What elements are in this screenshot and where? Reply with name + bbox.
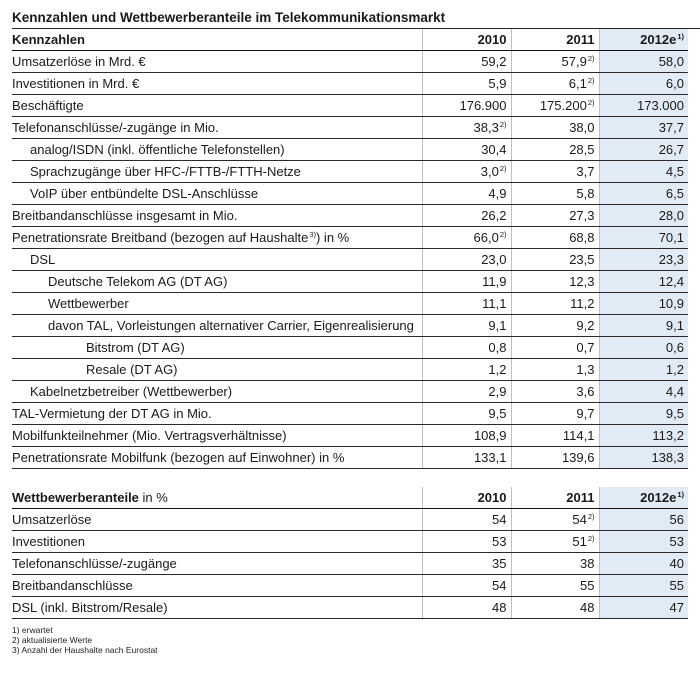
kennzahlen-body: [12, 51, 688, 469]
value-2012e: [599, 249, 688, 271]
value-2012e-value: 1,2: [665, 362, 684, 377]
value-2011: [511, 531, 599, 553]
row-label-text: Bitstrom (DT AG): [86, 340, 185, 355]
row-label-text: Wettbewerber: [48, 296, 129, 311]
value-2012e: [599, 597, 688, 619]
value-2010: [422, 183, 511, 205]
table-row: [12, 359, 688, 381]
value-2012e-value: 37,7: [658, 120, 684, 135]
value-2011-value: 57,9: [561, 54, 587, 69]
row-label-text: Kabelnetzbetreiber (Wettbewerber): [30, 384, 233, 399]
value-2012e-value: 173.000: [637, 98, 684, 113]
value-2012e-value: 6,5: [665, 186, 684, 201]
row-label: [12, 51, 422, 73]
value-2011-value: 54: [572, 512, 587, 527]
table-row: [12, 381, 688, 403]
value-2010-value: 48: [492, 600, 507, 615]
value-2012e: [599, 293, 688, 315]
value-2011-value: 5,8: [576, 186, 595, 201]
value-2011: [511, 73, 599, 95]
row-label-text: VoIP über entbündelte DSL-Anschlüsse: [30, 186, 259, 201]
footnote-marker: 2): [499, 163, 507, 173]
value-2010-value: 9,1: [488, 318, 507, 333]
value-2010-value: 0,8: [488, 340, 507, 355]
row-label: [12, 447, 422, 469]
year-2012e: 2012e: [640, 490, 677, 505]
wettbewerberanteile-table: [12, 487, 688, 619]
row-label-tail: ) in %: [315, 230, 350, 245]
value-2011-value: 38,0: [569, 120, 595, 135]
row-label-text: DSL (inkl. Bitstrom/Resale): [12, 600, 168, 615]
value-2010: [422, 293, 511, 315]
value-2012e-value: 47: [669, 600, 684, 615]
row-label-text: Beschäftigte: [12, 98, 84, 113]
row-label-text: Penetrationsrate Mobilfunk (bezogen auf Einwohner) in %: [12, 450, 345, 465]
wettbewerber-header-unit: in %: [138, 490, 168, 505]
value-2010: [422, 271, 511, 293]
value-2010-value: 30,4: [481, 142, 507, 157]
row-label: [12, 359, 422, 381]
estimate-note-marker: 1): [677, 31, 684, 41]
value-2010: [422, 139, 511, 161]
column-header-2012e: [599, 29, 688, 51]
value-2012e-value: 26,7: [658, 142, 684, 157]
value-2012e-value: 9,1: [665, 318, 684, 333]
footnote-marker: 2): [587, 75, 595, 85]
table-row: [12, 117, 688, 139]
table-row: [12, 315, 688, 337]
value-2011: [511, 425, 599, 447]
value-2012e: [599, 183, 688, 205]
table-row: [12, 553, 688, 575]
footnote-1: 1) erwartet: [12, 625, 53, 635]
value-2010-value: 66,0: [473, 230, 499, 245]
column-header-2010: 2010: [422, 487, 511, 509]
value-2010: [422, 553, 511, 575]
value-2011: [511, 403, 599, 425]
value-2011: [511, 315, 599, 337]
value-2012e-value: 9,5: [665, 406, 684, 421]
row-label-text: Sprachzugänge über HFC-/FTTB-/FTTH-Netze: [30, 164, 301, 179]
value-2012e-value: 58,0: [658, 54, 684, 69]
row-label: [12, 205, 422, 227]
value-2010: [422, 597, 511, 619]
value-2010: [422, 95, 511, 117]
value-2010: [422, 447, 511, 469]
value-2010: [422, 359, 511, 381]
row-label: [12, 315, 422, 337]
value-2010-value: 2,9: [488, 384, 507, 399]
footnote-marker: 2): [587, 533, 595, 543]
value-2010-value: 3,0: [480, 164, 499, 179]
value-2011: [511, 447, 599, 469]
value-2010: [422, 51, 511, 73]
row-label: [12, 139, 422, 161]
value-2010-value: 5,9: [488, 76, 507, 91]
value-2011: [511, 271, 599, 293]
value-2010-value: 133,1: [473, 450, 507, 465]
value-2011-value: 1,3: [576, 362, 595, 377]
value-2010-value: 23,0: [481, 252, 507, 267]
value-2011: [511, 139, 599, 161]
wettbewerber-header-row: [12, 487, 688, 509]
value-2011-value: 23,5: [569, 252, 595, 267]
value-2010: [422, 205, 511, 227]
footnote-3: 3) Anzahl der Haushalte nach Eurostat: [12, 645, 158, 655]
value-2010-value: 54: [492, 512, 507, 527]
value-2011-value: 38: [580, 556, 595, 571]
value-2010: [422, 117, 511, 139]
row-label: [12, 95, 422, 117]
value-2011-value: 3,6: [576, 384, 595, 399]
value-2012e: [599, 227, 688, 249]
table-row: [12, 249, 688, 271]
row-label: [12, 597, 422, 619]
table-row: [12, 205, 688, 227]
column-header-2010: 2010: [422, 29, 511, 51]
row-label-text: analog/ISDN (inkl. öffentliche Telefonstellen): [30, 142, 285, 157]
value-2010: [422, 161, 511, 183]
table-row: [12, 403, 688, 425]
value-2010: [422, 337, 511, 359]
value-2010: [422, 73, 511, 95]
value-2011-value: 51: [572, 534, 587, 549]
row-label-text: Telefonanschlüsse/-zugänge in Mio.: [12, 120, 219, 135]
value-2011: [511, 227, 599, 249]
value-2012e-value: 12,4: [658, 274, 684, 289]
value-2012e: [599, 337, 688, 359]
row-label: [12, 509, 422, 531]
row-label: [12, 403, 422, 425]
value-2010: [422, 249, 511, 271]
value-2011: [511, 509, 599, 531]
value-2012e-value: 28,0: [658, 208, 684, 223]
value-2011: [511, 183, 599, 205]
value-2010-value: 59,2: [481, 54, 507, 69]
row-label-text: Investitionen in Mrd. €: [12, 76, 140, 91]
value-2011: [511, 205, 599, 227]
value-2010: [422, 575, 511, 597]
row-label-text: Breitbandanschlüsse: [12, 578, 133, 593]
footnote-marker: 2): [587, 511, 595, 521]
value-2012e-value: 40: [669, 556, 684, 571]
row-label-text: Deutsche Telekom AG (DT AG): [48, 274, 228, 289]
table-row: [12, 183, 688, 205]
value-2012e: [599, 575, 688, 597]
kennzahlen-table: [12, 29, 688, 469]
value-2011-value: 68,8: [569, 230, 595, 245]
value-2012e-value: 56: [669, 512, 684, 527]
footnote-marker: 2): [587, 53, 595, 63]
table-row: [12, 509, 688, 531]
value-2010-value: 176.900: [459, 98, 507, 113]
column-header-2011: 2011: [511, 487, 599, 509]
value-2012e: [599, 73, 688, 95]
value-2010-value: 9,5: [488, 406, 507, 421]
value-2012e: [599, 447, 688, 469]
row-label: [12, 117, 422, 139]
row-label-text: Umsatzerlöse: [12, 512, 92, 527]
value-2012e-value: 10,9: [658, 296, 684, 311]
value-2011: [511, 249, 599, 271]
value-2012e-value: 53: [669, 534, 684, 549]
value-2012e: [599, 553, 688, 575]
value-2011-value: 11,2: [570, 296, 595, 311]
value-2012e: [599, 403, 688, 425]
value-2010-value: 11,1: [482, 296, 507, 311]
value-2011-value: 55: [580, 578, 595, 593]
value-2010: [422, 227, 511, 249]
value-2012e-value: 138,3: [651, 450, 684, 465]
row-label: [12, 531, 422, 553]
wettbewerber-body: [12, 509, 688, 619]
value-2011-value: 28,5: [569, 142, 595, 157]
row-label-text: Penetrationsrate Breitband (bezogen auf Haushalte: [12, 230, 309, 245]
value-2011: [511, 359, 599, 381]
value-2011-value: 48: [580, 600, 595, 615]
kennzahlen-document: [12, 0, 700, 655]
value-2010-value: 108,9: [473, 428, 507, 443]
table-row: [12, 447, 688, 469]
value-2012e-value: 113,2: [652, 428, 684, 443]
value-2012e: [599, 425, 688, 447]
value-2012e: [599, 161, 688, 183]
column-header-2011: 2011: [511, 29, 599, 51]
row-label: [12, 293, 422, 315]
value-2011-value: 27,3: [569, 208, 595, 223]
footnote-2: 2) aktualisierte Werte: [12, 635, 93, 645]
row-label: [12, 381, 422, 403]
value-2012e: [599, 205, 688, 227]
row-label: [12, 553, 422, 575]
value-2011-value: 6,1: [568, 76, 587, 91]
value-2012e: [599, 531, 688, 553]
table-row: [12, 73, 688, 95]
value-2012e: [599, 139, 688, 161]
value-2011: [511, 381, 599, 403]
value-2012e: [599, 381, 688, 403]
row-label-text: Umsatzerlöse in Mrd. €: [12, 54, 146, 69]
table-row: [12, 271, 688, 293]
value-2011: [511, 597, 599, 619]
value-2010-value: 38,3: [473, 120, 499, 135]
value-2012e-value: 0,6: [665, 340, 684, 355]
value-2010: [422, 425, 511, 447]
value-2010: [422, 509, 511, 531]
value-2011: [511, 161, 599, 183]
value-2010: [422, 381, 511, 403]
value-2012e: [599, 51, 688, 73]
value-2010-value: 53: [492, 534, 507, 549]
value-2012e-value: 4,4: [665, 384, 684, 399]
row-label-text: Mobilfunkteilnehmer (Mio. Vertragsverhältnisse): [12, 428, 287, 443]
row-label-text: Telefonanschlüsse/-zugänge: [12, 556, 177, 571]
value-2011: [511, 337, 599, 359]
row-label-text: Breitbandanschlüsse insgesamt in Mio.: [12, 208, 238, 223]
value-2010-value: 54: [492, 578, 507, 593]
value-2011: [511, 117, 599, 139]
value-2011-value: 175.200: [539, 98, 587, 113]
value-2012e: [599, 117, 688, 139]
row-label: [12, 227, 422, 249]
kennzahlen-header: Kennzahlen: [12, 29, 422, 51]
row-label: [12, 337, 422, 359]
value-2012e: [599, 359, 688, 381]
value-2011: [511, 575, 599, 597]
estimate-note-marker: 1): [677, 489, 684, 499]
value-2011: [511, 293, 599, 315]
row-label: [12, 249, 422, 271]
row-label-text: Investitionen: [12, 534, 85, 549]
table-row: [12, 161, 688, 183]
row-label: [12, 425, 422, 447]
value-2010-value: 11,9: [482, 274, 507, 289]
value-2012e: [599, 315, 688, 337]
table-row: [12, 337, 688, 359]
row-label: [12, 183, 422, 205]
table-row: [12, 227, 688, 249]
table-row: [12, 575, 688, 597]
value-2012e-value: 23,3: [658, 252, 684, 267]
row-label: [12, 73, 422, 95]
row-label: [12, 161, 422, 183]
row-label-text: Resale (DT AG): [86, 362, 178, 377]
value-2010-value: 4,9: [488, 186, 507, 201]
value-2011-value: 0,7: [576, 340, 595, 355]
value-2011: [511, 95, 599, 117]
value-2012e: [599, 95, 688, 117]
row-label: [12, 575, 422, 597]
table-row: [12, 51, 688, 73]
footnote-marker: 2): [587, 97, 595, 107]
value-2010-value: 1,2: [488, 362, 507, 377]
value-2012e-value: 4,5: [665, 164, 684, 179]
footnotes: [12, 625, 700, 655]
value-2011-value: 9,2: [576, 318, 595, 333]
value-2011-value: 9,7: [576, 406, 595, 421]
value-2010-value: 26,2: [481, 208, 507, 223]
value-2012e-value: 55: [669, 578, 684, 593]
value-2011-value: 12,3: [569, 274, 595, 289]
kennzahlen-header-row: [12, 29, 688, 51]
value-2011: [511, 553, 599, 575]
row-label-text: davon TAL, Vorleistungen alternativer Carrier, Eigenrealisierung: [48, 318, 414, 333]
table-row: [12, 531, 688, 553]
footnote-marker: 3): [309, 229, 316, 239]
value-2011-value: 3,7: [576, 164, 595, 179]
wettbewerber-header: [12, 487, 422, 509]
value-2012e-value: 70,1: [658, 230, 684, 245]
value-2012e: [599, 271, 688, 293]
footnote-marker: 2): [499, 229, 507, 239]
value-2012e-value: 6,0: [665, 76, 684, 91]
column-header-2012e: [599, 487, 688, 509]
table-row: [12, 293, 688, 315]
value-2011: [511, 51, 599, 73]
value-2010: [422, 531, 511, 553]
table-row: [12, 597, 688, 619]
table-row: [12, 95, 688, 117]
value-2010: [422, 403, 511, 425]
row-label-text: DSL: [30, 252, 56, 267]
row-label: [12, 271, 422, 293]
value-2010-value: 35: [492, 556, 507, 571]
page-title: Kennzahlen und Wettbewerberanteile im Telekommunikationsmarkt: [12, 8, 700, 29]
table-row: [12, 425, 688, 447]
value-2011-value: 139,6: [561, 450, 595, 465]
row-label-text: TAL-Vermietung der DT AG in Mio.: [12, 406, 212, 421]
value-2010: [422, 315, 511, 337]
wettbewerber-header-title: Wettbewerberanteile: [12, 490, 139, 505]
value-2011-value: 114,1: [562, 428, 595, 443]
footnote-marker: 2): [499, 119, 507, 129]
year-2012e: 2012e: [640, 32, 677, 47]
value-2012e: [599, 509, 688, 531]
table-row: [12, 139, 688, 161]
